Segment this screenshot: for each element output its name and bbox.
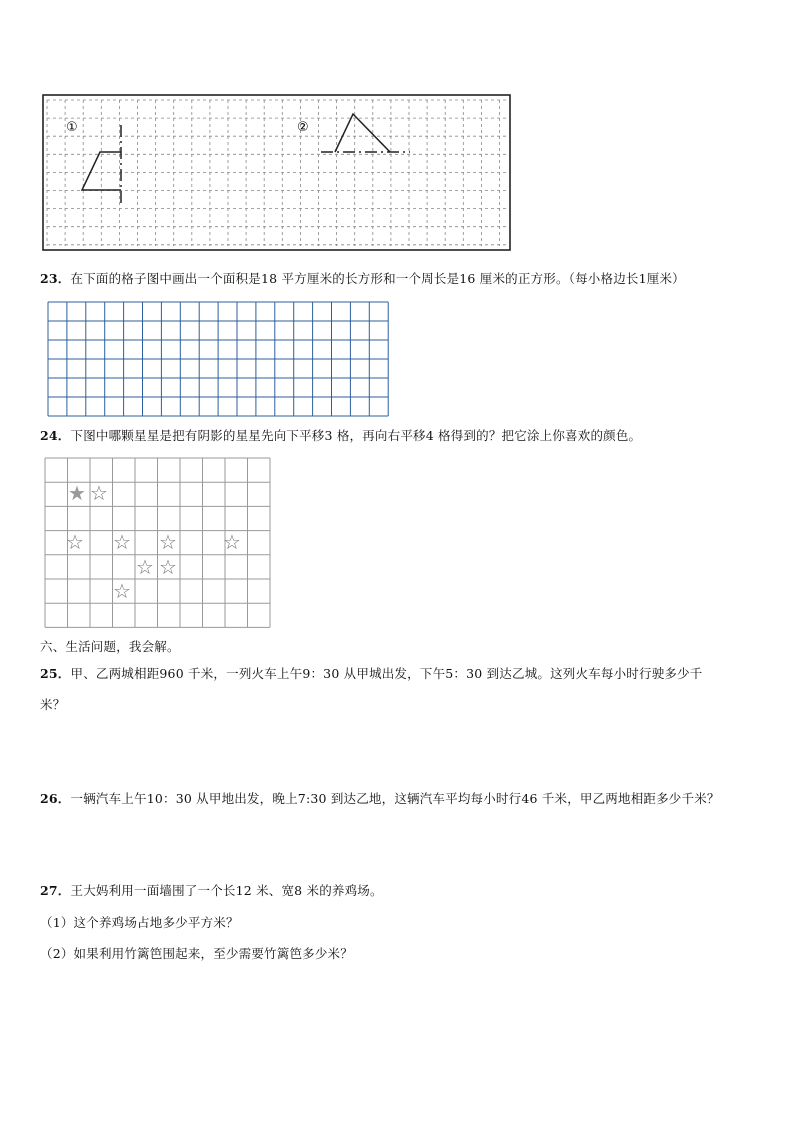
question-25 bbox=[40, 665, 703, 683]
question-number: 24． bbox=[40, 428, 71, 443]
question-text: 下图中哪颗星星是把有阴影的星星先向下平移3 格，再向右平移4 格得到的？把它涂上你喜欢的颜色。 bbox=[70, 428, 642, 443]
question-number: 27． bbox=[40, 883, 71, 898]
star[interactable]: ☆ bbox=[90, 481, 108, 505]
star[interactable]: ☆ bbox=[113, 530, 131, 554]
star[interactable]: ☆ bbox=[113, 579, 131, 603]
question-27-sub2: （2）如果利用竹篱笆围起来，至少需要竹篱笆多少米？ bbox=[40, 946, 353, 961]
question-number: 25． bbox=[40, 666, 71, 681]
star[interactable]: ☆ bbox=[66, 530, 84, 554]
question-number: 26． bbox=[40, 791, 71, 806]
question-text: 王大妈利用一面墙围了一个长12 米、宽8 米的养鸡场。 bbox=[70, 883, 383, 898]
question-text-line1: 甲、乙两城相距960 千米，一列火车上午9：30 从甲城出发，下午5：30 到达乙城。这列火车每小时行驶多少千 bbox=[70, 666, 703, 681]
question-25-line2: 米？ bbox=[40, 697, 66, 712]
star[interactable]: ☆ bbox=[136, 555, 154, 579]
star[interactable]: ☆ bbox=[159, 530, 177, 554]
star[interactable]: ☆ bbox=[223, 530, 241, 554]
question-text: 一辆汽车上午10：30 从甲地出发，晚上7:30 到达乙地，这辆汽车平均每小时行46 千米，甲乙两地相距多少千米？ bbox=[70, 791, 720, 806]
shaded-star: ★ bbox=[68, 481, 86, 505]
question-text: 在下面的格子图中画出一个面积是18 平方厘米的长方形和一个周长是16 厘米的正方形。（每小格边长1厘米） bbox=[70, 271, 685, 286]
question-27-sub1: （1）这个养鸡场占地多少平方米？ bbox=[40, 915, 239, 930]
question-27 bbox=[40, 882, 383, 900]
figure-label-2: ② bbox=[297, 120, 309, 135]
section-title: 六、生活问题，我会解。 bbox=[40, 639, 180, 654]
question-26 bbox=[40, 790, 720, 808]
question-number: 23． bbox=[40, 271, 71, 286]
figure-label-1: ① bbox=[66, 120, 78, 135]
star[interactable]: ☆ bbox=[159, 555, 177, 579]
